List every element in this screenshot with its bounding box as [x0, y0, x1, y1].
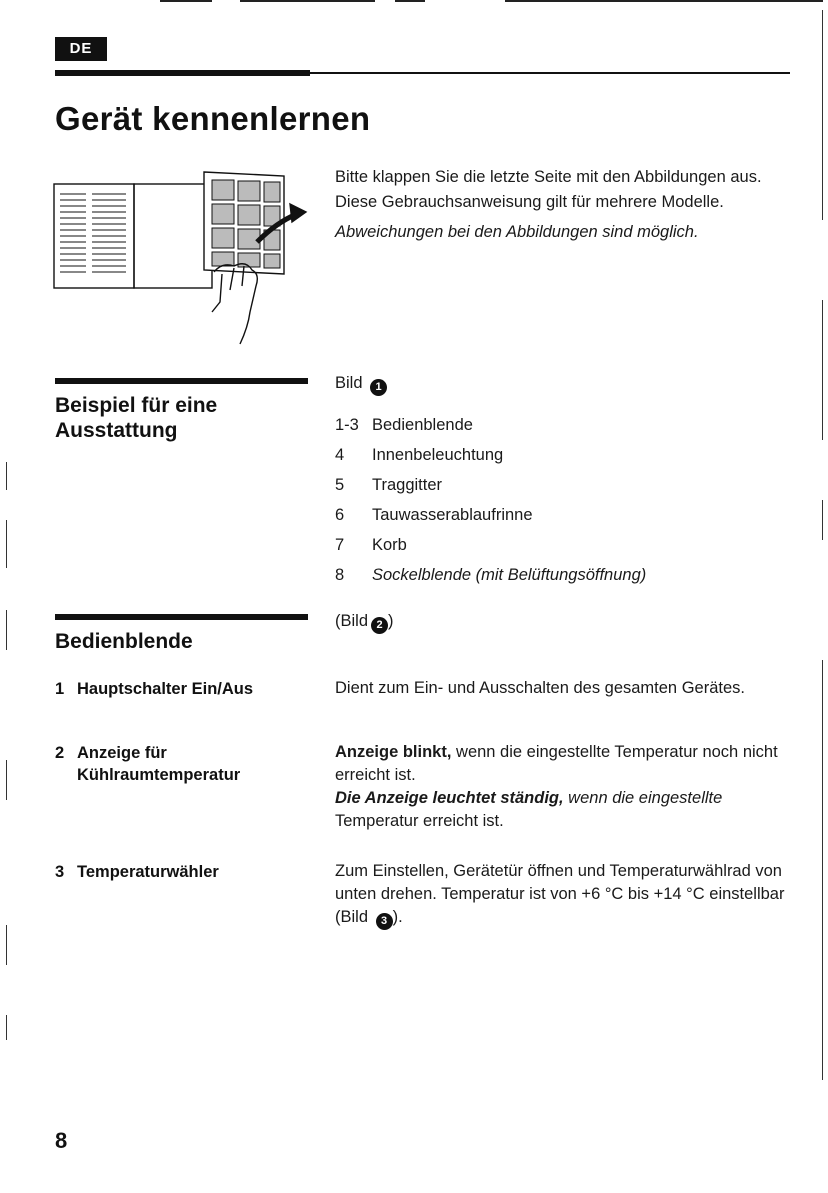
part-label: Korb — [372, 536, 407, 554]
section-title-control-panel: Bedienblende — [55, 630, 193, 653]
control-label-temperature-display — [55, 742, 315, 786]
part-label: Bedienblende — [372, 416, 473, 434]
scan-margin-mark — [822, 300, 823, 440]
figure-number-badge: 2 — [371, 617, 388, 634]
header-rule-thin — [310, 72, 790, 74]
scan-margin-mark — [6, 462, 7, 490]
list-item — [335, 560, 795, 590]
scan-margin-mark — [6, 925, 7, 965]
emphasis-text: Die Anzeige leuchtet ständig, — [335, 789, 564, 807]
control-label-main-switch — [55, 678, 315, 700]
section-rule — [55, 614, 308, 620]
parts-list — [335, 410, 795, 590]
part-number: 6 — [335, 506, 345, 524]
part-number: 7 — [335, 536, 345, 554]
scan-line — [240, 0, 375, 2]
section-title-equipment: Beispiel für eine Ausstattung — [55, 394, 218, 442]
intro-text — [335, 165, 795, 250]
scan-line — [505, 0, 823, 2]
part-number: 4 — [335, 446, 345, 464]
part-label: Innenbeleuchtung — [372, 446, 504, 464]
scan-line — [395, 0, 425, 2]
scan-margin-mark — [6, 1015, 7, 1040]
scan-margin-mark — [6, 760, 7, 800]
part-number: 5 — [335, 476, 345, 494]
page-title: Gerät kennenlernen — [55, 100, 371, 137]
figure-reference — [335, 374, 387, 396]
part-label: Tauwasserablaufrinne — [372, 506, 533, 524]
list-item — [335, 440, 795, 470]
description-text: Zum Einstellen, Gerätetür öffnen und Temperaturwählrad von unten drehen. Temperatur ist von +6 °C bis +14 °C einstellbar (Bild — [335, 862, 785, 926]
part-label: Sockelblende (mit Belüftungsöffnung) — [372, 566, 647, 584]
scan-margin-mark — [822, 660, 823, 1080]
control-number: 2 — [55, 744, 65, 762]
part-label: Traggitter — [372, 476, 442, 494]
figure-number-badge: 1 — [370, 379, 387, 396]
list-item — [335, 470, 795, 500]
description-text: wenn die eingestellte Temperatur noch nicht erreicht ist. — [335, 743, 778, 784]
control-label-line: Anzeige für — [77, 744, 167, 762]
control-number: 1 — [55, 680, 65, 698]
part-number: 8 — [335, 566, 345, 584]
figure-label: Bild — [335, 374, 363, 392]
fold-out-booklet-illustration — [52, 162, 312, 347]
scan-line — [160, 0, 212, 2]
control-label-temperature-selector — [55, 861, 315, 883]
control-description: Dient zum Ein- und Ausschalten des gesamten Gerätes. — [335, 679, 745, 697]
figure-label-close: ) — [388, 612, 394, 630]
control-description — [335, 741, 795, 833]
scan-margin-mark — [822, 500, 823, 540]
scan-margin-mark — [6, 610, 7, 650]
control-label-line: Kühlraumtemperatur — [77, 766, 241, 784]
scan-margin-mark — [822, 10, 823, 220]
intro-paragraph: Bitte klappen Sie die letzte Seite mit den Abbildungen aus. Diese Gebrauchsanweisung gilt für mehrere Modelle. — [335, 168, 762, 211]
description-text: Temperatur erreicht ist. — [335, 812, 504, 830]
figure-number-badge: 3 — [376, 913, 393, 930]
control-number: 3 — [55, 863, 65, 881]
scan-margin-mark — [6, 520, 7, 568]
list-item — [335, 530, 795, 560]
language-badge: DE — [55, 37, 107, 61]
intro-note: Abweichungen bei den Abbildungen sind möglich. — [335, 223, 699, 241]
figure-label: (Bild — [335, 612, 369, 630]
control-label — [77, 742, 240, 786]
emphasis-text: Anzeige blinkt, — [335, 743, 452, 761]
list-item — [335, 410, 795, 440]
control-label: Temperaturwähler — [77, 863, 219, 881]
section-rule — [55, 378, 308, 384]
figure-reference — [335, 612, 394, 634]
list-item — [335, 500, 795, 530]
header-rule-thick — [55, 70, 310, 76]
control-description — [335, 860, 795, 930]
part-number: 1-3 — [335, 416, 359, 434]
description-text: ). — [392, 908, 403, 926]
page-number: 8 — [55, 1128, 68, 1153]
control-label: Hauptschalter Ein/Aus — [77, 680, 254, 698]
description-text: wenn die eingestellte — [563, 789, 723, 807]
